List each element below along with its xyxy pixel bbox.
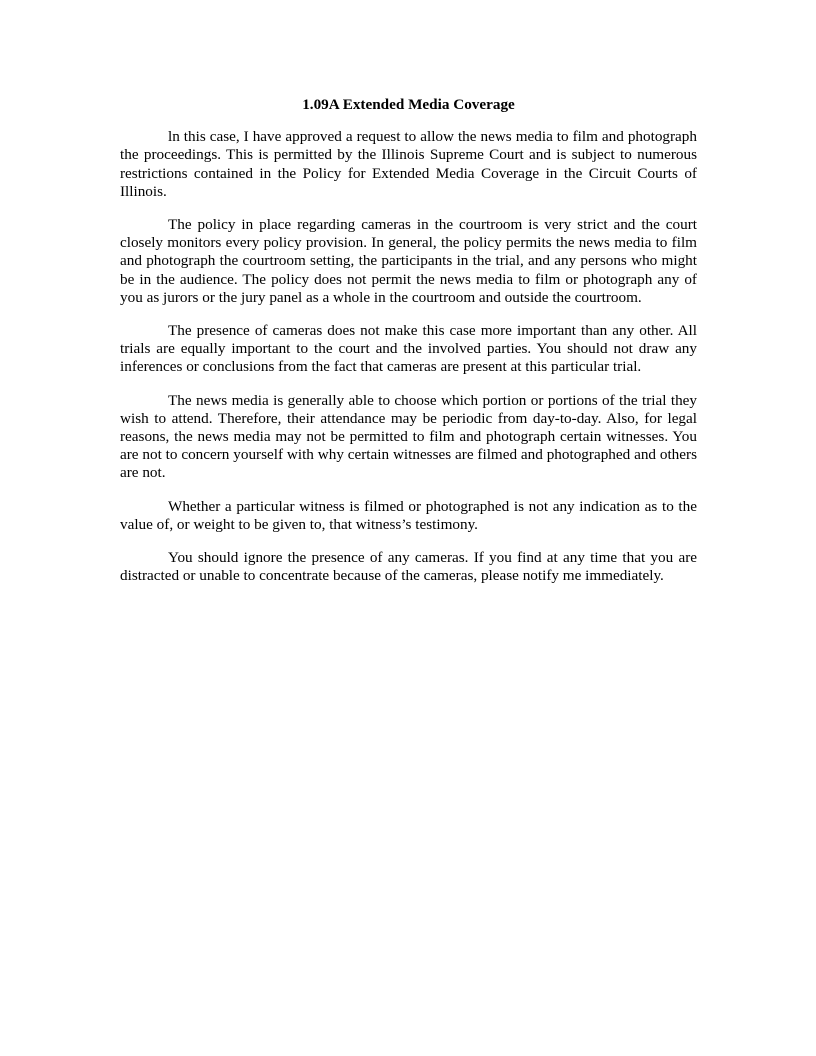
paragraph-ignore-cameras: You should ignore the presence of any cameras. If you find at any time that you are distracted or unable to concentrate because of the cameras, please notify me immediately. (120, 549, 697, 585)
document-body (120, 96, 697, 600)
document-title: 1.09A Extended Media Coverage (302, 96, 515, 113)
paragraph-policy: The policy in place regarding cameras in the courtroom is very strict and the court closely monitors every policy provision. In general, the policy permits the news media to film and photograph the courtroom setting, the participants in the trial, and any persons who might be in the audience. The policy does not permit the news media to film or photograph any of you as jurors or the jury panel as a whole in the courtroom and outside the courtroom. (120, 216, 697, 306)
paragraph-importance: The presence of cameras does not make this case more important than any other. All trials are equally important to the court and the involved parties. You should not draw any inferences or conclusions from the fact that cameras are present at this particular trial. (120, 322, 697, 376)
paragraph-witness: Whether a particular witness is filmed or photographed is not any indication as to the value of, or weight to be given to, that witness’s testimony. (120, 497, 697, 533)
paragraph-approval: ln this case, I have approved a request to allow the news media to film and photograph the proceedings. This is permitted by the Illinois Supreme Court and is subject to numerous restrictions contained in the Policy for Extended Media Coverage in the Circuit Courts of Illinois. (120, 128, 697, 200)
paragraph-attendance: The news media is generally able to choose which portion or portions of the trial they wish to attend. Therefore, their attendance may be periodic from day-to-day. Also, for legal reasons, the news media may not be permitted to film and photograph certain witnesses. You are not to concern yourself with why certain witnesses are filmed and photographed and others are not. (120, 391, 697, 482)
